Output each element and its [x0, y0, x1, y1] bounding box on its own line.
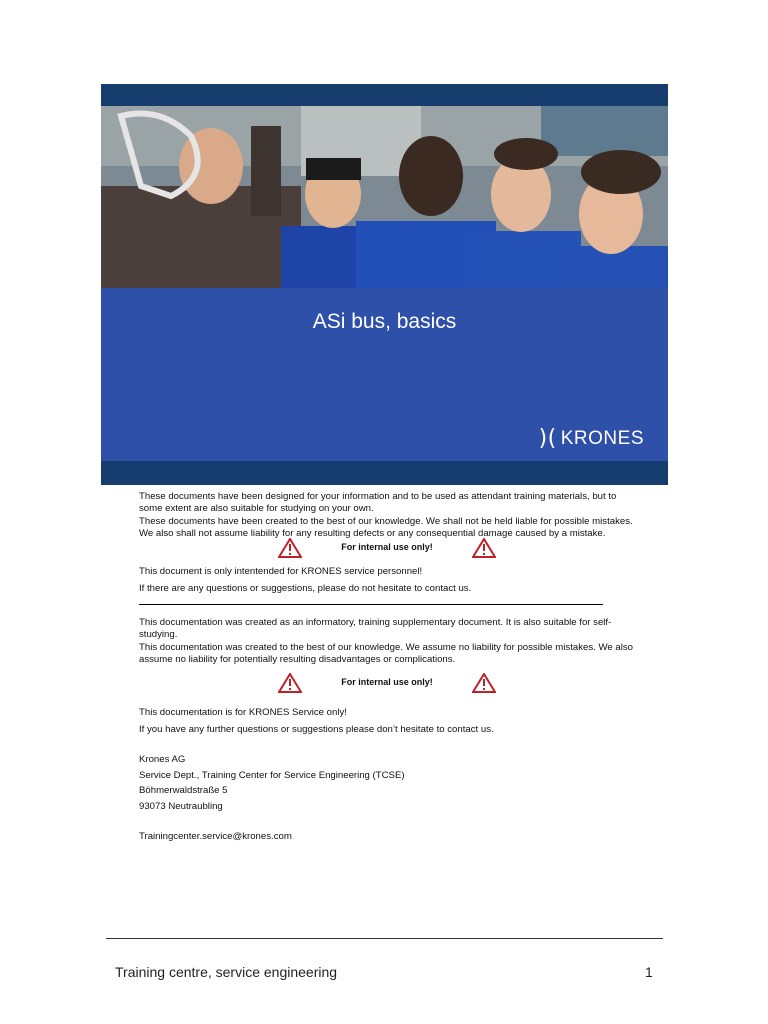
footer-title: Training centre, service engineering — [115, 964, 338, 980]
note-paragraph: These documents have been created to the best of our knowledge. We shall not be held liable for possible mistakes. We also shall not assume liability for any resulting defects or any consequential damage caused by a mistake. — [139, 516, 633, 539]
note-paragraph: This documentation was created to the best of our knowledge. We assume no liability for possible mistakes. We also assume no liability for potentially resulting disadvantages or complications. — [139, 642, 633, 665]
slide-bottom-bar — [101, 461, 668, 485]
warning-icon — [472, 538, 496, 558]
address-street: Böhmerwaldstraße 5 — [139, 785, 228, 796]
training-photo — [101, 106, 668, 288]
address-company: Krones AG — [139, 754, 186, 765]
note-paragraph: This documentation was created as an informatory, training supplementary document. It is also suitable for self-studying. — [139, 617, 612, 640]
note-paragraph: If there are any questions or suggestions, please do not hesitate to contact us. — [139, 582, 472, 594]
notes-text — [139, 491, 635, 843]
note-paragraph: This documentation is for KRONES Service only! — [139, 707, 347, 718]
warning-row — [139, 671, 635, 695]
warning-icon — [278, 538, 302, 558]
divider — [139, 604, 603, 605]
slide-top-bar — [101, 84, 668, 106]
krones-logo-text: KRONES — [560, 427, 644, 449]
footer-divider — [106, 938, 663, 939]
title-slide — [101, 84, 668, 485]
slide-title: ASi bus, basics — [312, 310, 457, 333]
warning-icon — [278, 673, 302, 693]
warning-label: For internal use only! — [341, 677, 433, 688]
address-city: 93073 Neutraubling — [139, 800, 223, 812]
note-paragraph: If you have any further questions or suggestions please don’t hesitate to contact us. — [139, 723, 494, 735]
page-number: 1 — [645, 964, 653, 980]
contact-email[interactable]: Trainingcenter.service@krones.com — [139, 831, 292, 842]
krones-logo-mark-icon: )( — [538, 426, 557, 451]
warning-label: For internal use only! — [341, 542, 433, 553]
note-paragraph: This document is only intentended for KRONES service personnel! — [139, 566, 423, 577]
warning-row — [139, 536, 635, 560]
address-dept: Service Dept., Training Center for Service Engineering (TCSE) — [139, 769, 405, 781]
note-paragraph: These documents have been designed for your information and to be used as attendant training materials, but to some extent are also suitable for studying on your own. — [139, 491, 617, 514]
krones-logo — [539, 426, 644, 451]
warning-icon — [472, 673, 496, 693]
